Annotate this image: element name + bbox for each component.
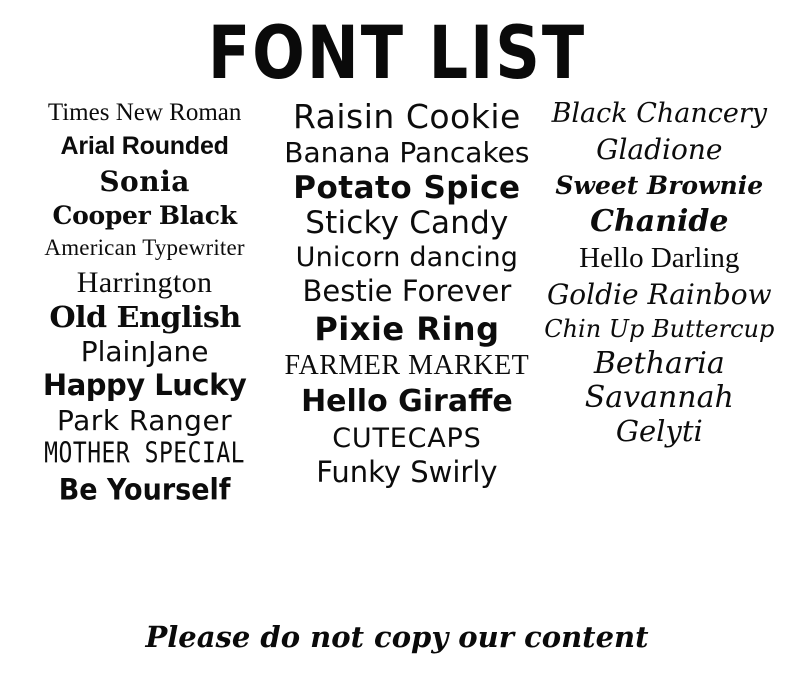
font-sample-bestie-forever: Bestie Forever <box>302 274 512 308</box>
font-sample-black-chancery: Black Chancery <box>551 98 767 129</box>
font-column-1 <box>10 100 279 508</box>
font-sample-raisin-cookie: Raisin Cookie <box>292 97 521 136</box>
font-sample-mother-special: MOTHER SPECIAL <box>44 437 246 471</box>
font-sample-funky-swirly: Funky Swirly <box>316 455 498 489</box>
font-column-2 <box>279 97 534 491</box>
font-sample-unicorn-dancing: Unicorn dancing <box>295 242 519 273</box>
font-sample-american-typewriter: American Typewriter <box>44 235 245 260</box>
font-sample-plainjane: PlainJane <box>80 335 209 368</box>
font-column-3 <box>535 100 784 450</box>
font-sample-pixie-ring: Pixie Ring <box>314 310 500 348</box>
font-sample-cutecaps: CUTECAPS <box>332 423 482 454</box>
page-title: FONT LIST <box>207 9 587 96</box>
font-sample-gelyti: Gelyti <box>615 414 703 448</box>
font-sample-be-yourself: Be Yourself <box>58 473 231 508</box>
font-sample-hello-giraffe: Hello Giraffe <box>301 384 513 419</box>
font-sample-sticky-candy: Sticky Candy <box>305 205 509 241</box>
font-sample-hello-darling: Hello Darling <box>579 242 740 274</box>
font-sample-sweet-brownie: Sweet Brownie <box>555 171 764 200</box>
font-sample-times-new-roman: Times New Roman <box>47 99 242 126</box>
copyright-notice: Please do not copy our content <box>145 620 649 654</box>
font-sample-chanide: Chanide <box>590 204 729 239</box>
font-sample-park-ranger: Park Ranger <box>57 404 233 437</box>
font-sample-chin-up-buttercup: Chin Up Buttercup <box>544 315 775 343</box>
font-sample-banana-pancakes: Banana Pancakes <box>284 136 530 169</box>
font-sample-happy-lucky: Happy Lucky <box>42 368 247 402</box>
font-sample-sonia: Sonia <box>99 165 190 198</box>
font-sample-harrington: Harrington <box>76 266 213 299</box>
font-sample-goldie-rainbow: Goldie Rainbow <box>546 278 772 311</box>
font-sample-potato-spice: Potato Spice <box>293 170 521 206</box>
font-sample-betharia: Betharia <box>593 346 725 381</box>
font-sample-savannah: Savannah <box>584 380 734 415</box>
font-sample-cooper-black: Cooper Black <box>52 201 237 230</box>
font-sample-old-english: Old English <box>48 300 241 334</box>
font-sample-farmer-market: FARMER MARKET <box>284 350 530 381</box>
font-sample-arial-rounded: Arial Rounded <box>60 132 229 160</box>
font-columns <box>0 76 794 508</box>
font-sample-gladione: Gladione <box>596 133 723 166</box>
